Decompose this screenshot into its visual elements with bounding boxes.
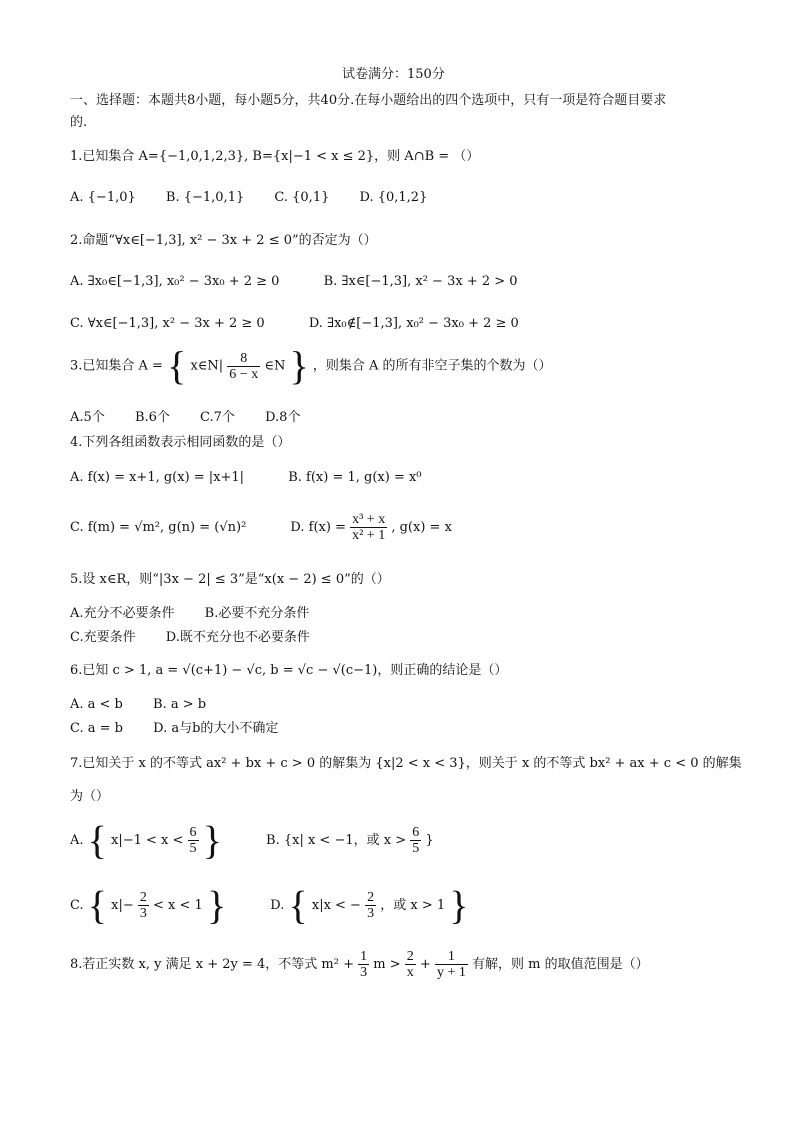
q7-option-d[interactable]: D. { x|x < − $\frac{2}{3}$ ，或 x > 1 } xyxy=(270,882,469,928)
question-4-options-row2 xyxy=(70,508,478,548)
q7-option-a[interactable]: A. { x|−1 < x < $\frac{6}{5}$ } xyxy=(70,817,222,863)
q4-option-d[interactable]: D. f(x) = $\frac{\text{x³ + x}}{\text{x² + 1}}$ , g(x) = x xyxy=(290,512,452,543)
q7-option-c[interactable]: C. { x|− $\frac{2}{3}$ < x < 1 } xyxy=(70,882,227,928)
q2-option-b[interactable]: B. ∃x∈[−1,3], x² − 3x + 2 > 0 xyxy=(323,274,518,289)
question-5: 5.设 x∈R，则“|3x − 2| ≤ 3”是“x(x − 2) ≤ 0”的（） xyxy=(70,572,390,587)
question-1-options xyxy=(70,189,453,207)
q6-option-b[interactable]: B. a > b xyxy=(153,697,207,712)
q5-option-c[interactable]: C.充要条件 xyxy=(70,630,136,645)
q6-option-a[interactable]: A. a < b xyxy=(70,697,123,712)
q2-option-d[interactable]: D. ∃x₀∉[−1,3], x₀² − 3x₀ + 2 ≥ 0 xyxy=(308,316,519,331)
question-4-options-row1 xyxy=(70,469,448,487)
q5-option-d[interactable]: D.既不充分也不必要条件 xyxy=(165,630,310,645)
question-3: 3.已知集合 A = { x∈N| $\frac{8}{6 - x}$ ∈N } ，则集合 A 的所有非空子集的个数为（） xyxy=(70,343,552,388)
q1-option-b[interactable]: B. {−1,0,1} xyxy=(165,190,245,205)
question-7-line2: 为（） xyxy=(70,789,110,804)
q7-option-b[interactable]: B. {x| x < −1，或 x > $\frac{6}{5}$ } xyxy=(266,825,434,856)
q2-option-c[interactable]: C. ∀x∈[−1,3], x² − 3x + 2 ≥ 0 xyxy=(70,316,265,331)
q1-option-d[interactable]: D. {0,1,2} xyxy=(359,190,428,205)
q3-option-d[interactable]: D.8个 xyxy=(265,410,301,425)
question-6: 6.已知 c > 1, a = √(c+1) − √c, b = √c − √(c−1)，则正确的结论是（） xyxy=(70,663,508,678)
question-5-options-row1 xyxy=(70,605,335,623)
q1-option-a[interactable]: A. {−1,0} xyxy=(70,190,136,205)
q6-option-d[interactable]: D. a与b的大小不确定 xyxy=(153,721,279,736)
question-1: 1.已知集合 A={−1,0,1,2,3}, B={x|−1 < x ≤ 2}，则 A∩B = （） xyxy=(70,149,480,164)
question-7-options-row2 xyxy=(70,882,494,928)
exam-total-score: 试卷满分：150分 xyxy=(342,67,445,82)
question-2: 2.命题“∀x∈[−1,3], x² − 3x + 2 ≤ 0”的否定为（） xyxy=(70,233,377,248)
section-instruction-line2: 的. xyxy=(70,115,88,130)
question-4: 4.下列各组函数表示相同函数的是（） xyxy=(70,435,291,450)
question-7-line1: 7.已知关于 x 的不等式 ax² + bx + c > 0 的解集为 {x|2 < x < 3}，则关于 x 的不等式 bx² + ax + c < 0 的解集 xyxy=(70,756,742,771)
q4-d-fraction: $\frac{\text{x³ + x}}{\text{x² + 1}}$ xyxy=(352,512,386,543)
question-3-options xyxy=(70,409,326,427)
q4-option-c[interactable]: C. f(m) = √m², g(n) = (√n)² xyxy=(70,520,247,535)
q4-option-b[interactable]: B. f(x) = 1, g(x) = x⁰ xyxy=(288,470,422,485)
q5-option-a[interactable]: A.充分不必要条件 xyxy=(70,606,175,621)
q3-option-a[interactable]: A.5个 xyxy=(70,410,105,425)
question-2-options-row1 xyxy=(70,273,544,291)
q3-fraction: $\frac{8}{6 - x}$ xyxy=(229,350,259,382)
question-7-options-row1 xyxy=(70,817,460,863)
q4-option-a[interactable]: A. f(x) = x+1, g(x) = |x+1| xyxy=(70,470,245,485)
question-8: 8.若正实数 x, y 满足 x + 2y = 4，不等式 m² + $\frac{1}{3}$ m > $\frac{2}{x}$ + $\frac{1}{y + 1}$ 有解，则 m 的取值范围是（） xyxy=(70,949,649,980)
question-6-options-row1 xyxy=(70,696,232,714)
q5-option-b[interactable]: B.必要不充分条件 xyxy=(204,606,310,621)
q1-option-c[interactable]: C. {0,1} xyxy=(274,190,330,205)
section-instruction-line1: 一、选择题：本题共8小题，每小题5分，共40分.在每小题给出的四个选项中，只有一项是符合题目要求 xyxy=(70,93,667,108)
q3-option-b[interactable]: B.6个 xyxy=(134,410,170,425)
question-6-options-row2 xyxy=(70,720,304,738)
q3-option-c[interactable]: C.7个 xyxy=(200,410,235,425)
question-2-options-row2 xyxy=(70,315,545,333)
q6-option-c[interactable]: C. a = b xyxy=(70,721,123,736)
q2-option-a[interactable]: A. ∃x₀∈[−1,3], x₀² − 3x₀ + 2 ≥ 0 xyxy=(70,274,280,289)
question-5-options-row2 xyxy=(70,629,336,647)
